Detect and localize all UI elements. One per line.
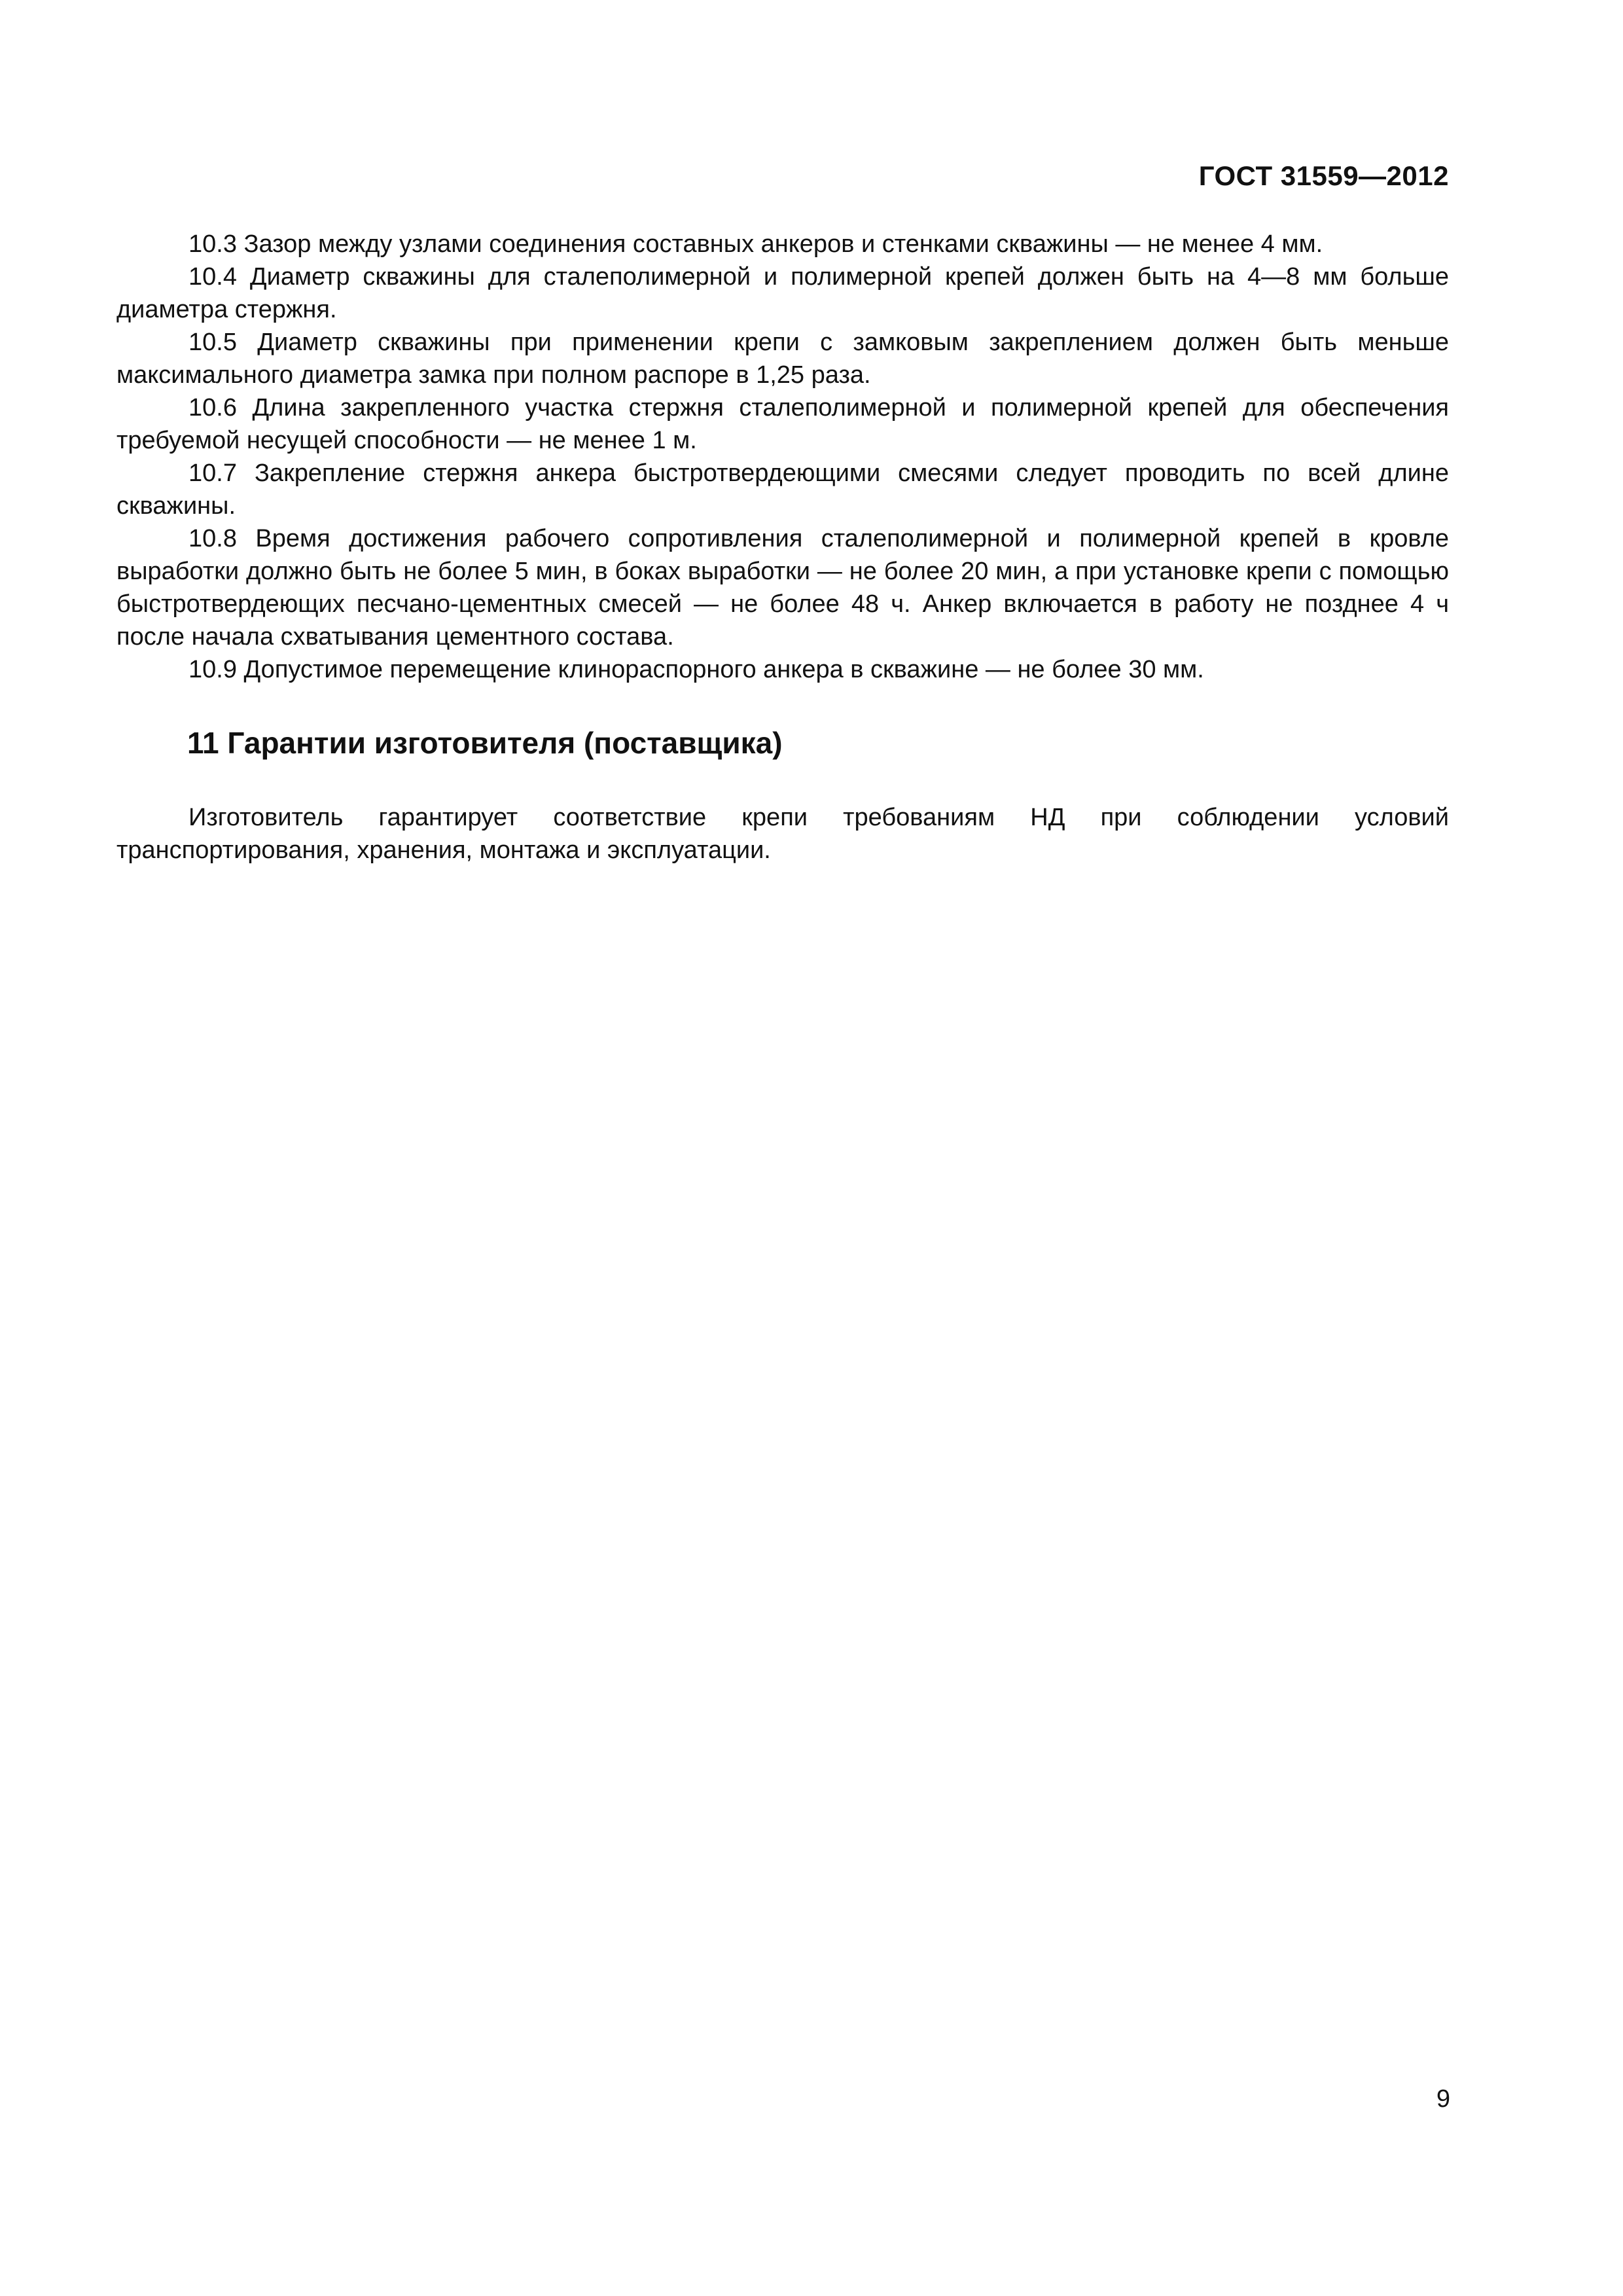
guarantee-paragraph: Изготовитель гарантирует соответствие крепи требованиям НД при соблюдении условий транспортирования, хранения, монтажа и эксплуатации.	[116, 804, 1449, 864]
paragraph-10-8: 10.8 Время достижения рабочего сопротивления сталеполимерной и полимерной крепей в кровле выработки должно быть не более 5 мин, в боках выработки — не более 20 мин, а при установке крепи с помощью быстротвердеющих песчано-цементных смесей — не более 48 ч. Анкер включается в работу не позднее 4 ч после начала схватывания цементного состава.	[116, 525, 1449, 651]
page-number: 9	[1436, 2085, 1450, 2113]
section-heading-11: 11 Гарантии изготовителя (поставщика)	[187, 726, 783, 760]
paragraph-10-4: 10.4 Диаметр скважины для сталеполимерной и полимерной крепей должен быть на 4—8 мм больше диаметра стержня.	[116, 263, 1449, 323]
paragraph-10-5: 10.5 Диаметр скважины при применении крепи с замковым закреплением должен быть меньше максимального диаметра замка при полном распоре в 1,25 раза.	[116, 329, 1449, 389]
paragraph-10-3: 10.3 Зазор между узлами соединения составных анкеров и стенками скважины — не менее 4 мм.	[188, 230, 1323, 258]
paragraph-10-6: 10.6 Длина закрепленного участка стержня сталеполимерной и полимерной крепей для обеспечения требуемой несущей способности — не менее 1 м.	[116, 394, 1449, 454]
standard-id-header: ГОСТ 31559—2012	[1198, 160, 1449, 191]
paragraph-10-7: 10.7 Закрепление стержня анкера быстротвердеющими смесями следует проводить по всей длине скважины.	[116, 459, 1449, 520]
paragraph-10-9: 10.9 Допустимое перемещение клинораспорного анкера в скважине — не более 30 мм.	[188, 656, 1204, 683]
guarantee-section	[116, 801, 1449, 867]
requirements-section	[116, 228, 1449, 686]
